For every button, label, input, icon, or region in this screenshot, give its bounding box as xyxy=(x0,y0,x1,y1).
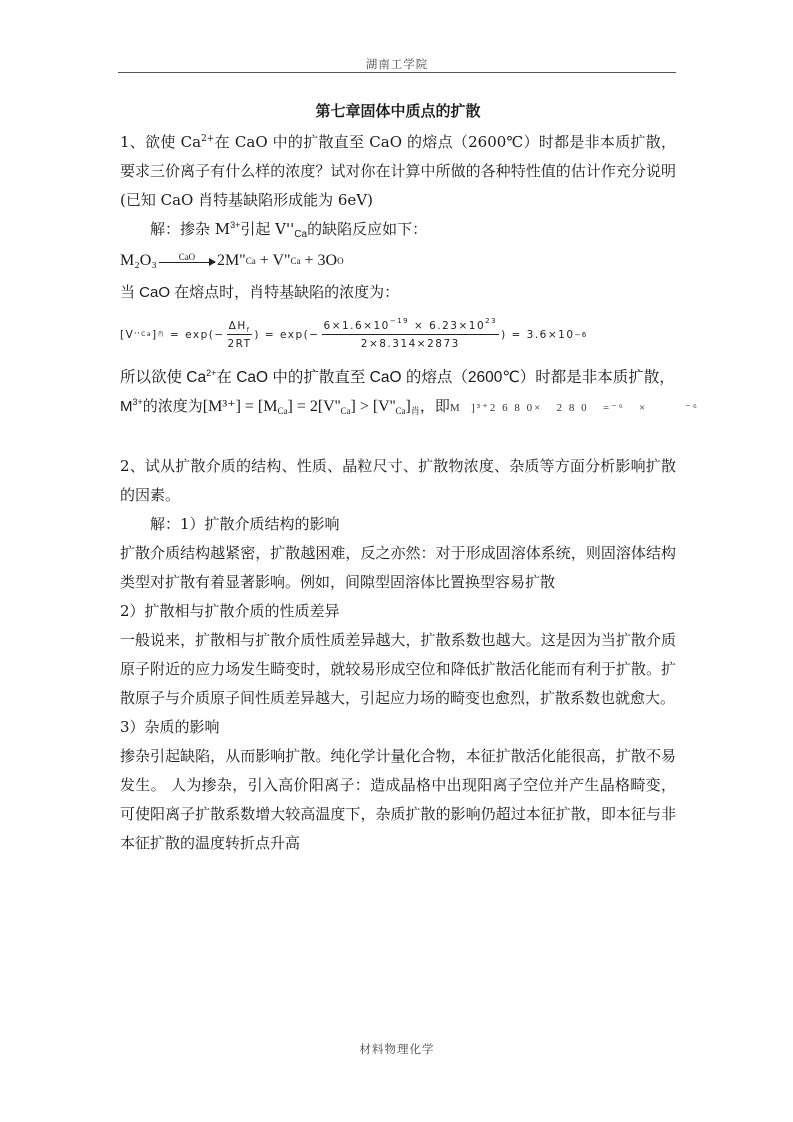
page-header: 湖南工学院 xyxy=(365,57,429,71)
answer-2-point-1-body: 扩散介质结构越紧密，扩散越困难，反之亦然：对于形成固溶体系统，则固溶体结构类型对扩散有着显著影响。例如，间隙型固溶体比置换型容易扩散 xyxy=(120,544,676,591)
formula-sub: f xyxy=(246,327,251,334)
charge-superscript: 3+ xyxy=(132,397,143,407)
formula-exp: ) = exp(− xyxy=(254,329,320,341)
site-subscript: 肖 xyxy=(410,406,420,416)
eq-part: [M³⁺] = [M xyxy=(202,398,278,415)
charge-mark: " xyxy=(239,252,246,269)
answer-1-conclusion xyxy=(120,363,676,392)
question-1 xyxy=(120,128,676,215)
numerator-text: ΔH xyxy=(228,320,247,332)
formula-sup: 23 xyxy=(485,317,498,325)
conclusion-a: 所以欲使 Ca xyxy=(120,369,207,386)
reactant: M₂O₃ xyxy=(120,252,157,269)
charge-superscript: 2+ xyxy=(206,368,217,378)
site-subscript: Ca xyxy=(245,256,256,266)
answer-2-point-2-title: 2）扩散相与扩散介质的性质差异 xyxy=(120,602,340,620)
answer-1-intro xyxy=(120,215,676,244)
site-subscript: Ca xyxy=(290,256,301,266)
question-2: 2、试从扩散介质的结构、性质、晶粒尺寸、扩散物浓度、杂质等方面分析影响扩散的因素。 xyxy=(120,457,676,504)
answer-2-point-2-body: 一般说来，扩散相与扩散介质性质差异越大，扩散系数也越大。这是因为当扩散介质原子附近的应力场发生畸变时，就较易形成空位和降低扩散活化能而有利于扩散。扩散原子与介质原子间性质差异越大，引起应力场的畸变也愈烈，扩散系数也就愈大。 xyxy=(120,631,676,707)
product-m: 2M xyxy=(216,252,240,269)
fraction-denominator: 2×8.314×2873 xyxy=(360,338,460,350)
answer-1-intro-a: 解：掺杂 M xyxy=(150,220,231,238)
ion-m: M xyxy=(120,398,133,415)
fraction-enthalpy xyxy=(227,320,253,350)
formula-bracket: ] xyxy=(152,329,158,341)
product-v: + V xyxy=(255,252,284,269)
charge-superscript: 2+ xyxy=(201,134,215,144)
garbled-equation-text: M ]³⁺2 6 8 0× 2 8 0 =⁻⁶ × ⁻⁶ xyxy=(449,402,699,414)
defect-reaction-equation xyxy=(120,244,676,278)
formula-exp: = exp(− xyxy=(165,329,225,341)
question-1-text-b: 在 CaO 中的扩散直至 CaO 的熔点（2600℃）时都是非本质扩散，要求三价离子有什么样的浓度？试对你在计算中所做的各种特性值的估计作充分说明(已知 CaO 肖特基缺陷形成能为 6eV) xyxy=(120,133,676,209)
fraction-numeric xyxy=(322,317,500,350)
concentration-equation xyxy=(203,398,420,415)
chapter-title: 第七章固体中质点的扩散 xyxy=(315,102,481,120)
arrow-label: CaO xyxy=(178,251,196,262)
eq-part: ] = 2[V'' xyxy=(287,398,341,415)
eq-part: ] > [V'' xyxy=(350,398,396,415)
site-subscript: Ca xyxy=(294,229,308,240)
schottky-concentration-formula: [V '' Ca ] 肖 = exp(− $\frac{\Delta H_f}{2RT}$ ) = exp(− $\frac{6\times 1.6\times 10^{-19} \times 6.23\times 10^{23}}{2\times 8.314\times 2873}$ ) = 3.6×10 −6 xyxy=(120,317,588,350)
reaction-arrow xyxy=(159,252,215,263)
answer-1-intro-c: 的缺陷反应如下： xyxy=(307,220,428,238)
schottky-intro: 当 CaO 在熔点时，肖特基缺陷的浓度为： xyxy=(120,284,400,301)
formula-sup: −19 xyxy=(389,317,410,325)
answer-2-point-3-body: 掺杂引起缺陷，从而影响扩散。纯化学计量化合物，本征扩散活化能很高，扩散不易发生。 人为掺杂，引入高价阳离子：造成晶格中出现阳离子空位并产生晶格畸变，可使阳离子扩散系数增大较高温度下，杂质扩散的影响仍超过本征扩散，即本征与非本征扩散的温度转折点升高 xyxy=(120,747,676,852)
page-footer: 材料物理化学 xyxy=(359,1042,435,1056)
site-subscript: Ca xyxy=(395,406,406,416)
document-body xyxy=(120,100,699,858)
ion-m xyxy=(230,221,240,238)
fraction-numerator xyxy=(227,320,253,335)
answer-2-point-3-title: 3）杂质的影响 xyxy=(120,718,220,736)
concentration-tail: ，即 xyxy=(419,397,450,415)
right-arrow-icon xyxy=(159,262,215,263)
charge-superscript: 3+ xyxy=(230,220,241,230)
header-divider xyxy=(118,72,676,73)
formula-result: ) = 3.6×10 xyxy=(501,329,575,341)
site-subscript: Ca xyxy=(340,406,351,416)
eq-part: ] xyxy=(405,398,411,415)
fraction-denominator: 2RT xyxy=(227,338,252,350)
concentration-label: 的浓度为 xyxy=(142,397,203,415)
numerator-text: × 6.23×10 xyxy=(409,320,486,332)
spacer xyxy=(120,423,676,452)
answer-1-intro-b: 引起 V'' xyxy=(240,220,295,238)
numerator-text: 6×1.6×10 xyxy=(323,320,390,332)
conclusion-b: 在 CaO 中的扩散直至 CaO 的熔点（2600℃）时都是非本质扩散， xyxy=(216,369,675,386)
formula-lhs: [V xyxy=(120,329,135,341)
charge-mark: " xyxy=(284,252,291,269)
site-subscript: Ca xyxy=(277,406,288,416)
fraction-numerator xyxy=(322,317,500,335)
answer-1-concentration xyxy=(120,392,699,423)
product-o: + 3O xyxy=(300,252,338,269)
question-1-text-a: 1、欲使 Ca xyxy=(120,133,202,151)
answer-2-point-1-title: 解：1）扩散介质结构的影响 xyxy=(150,515,340,533)
site-subscript: O xyxy=(337,256,344,266)
